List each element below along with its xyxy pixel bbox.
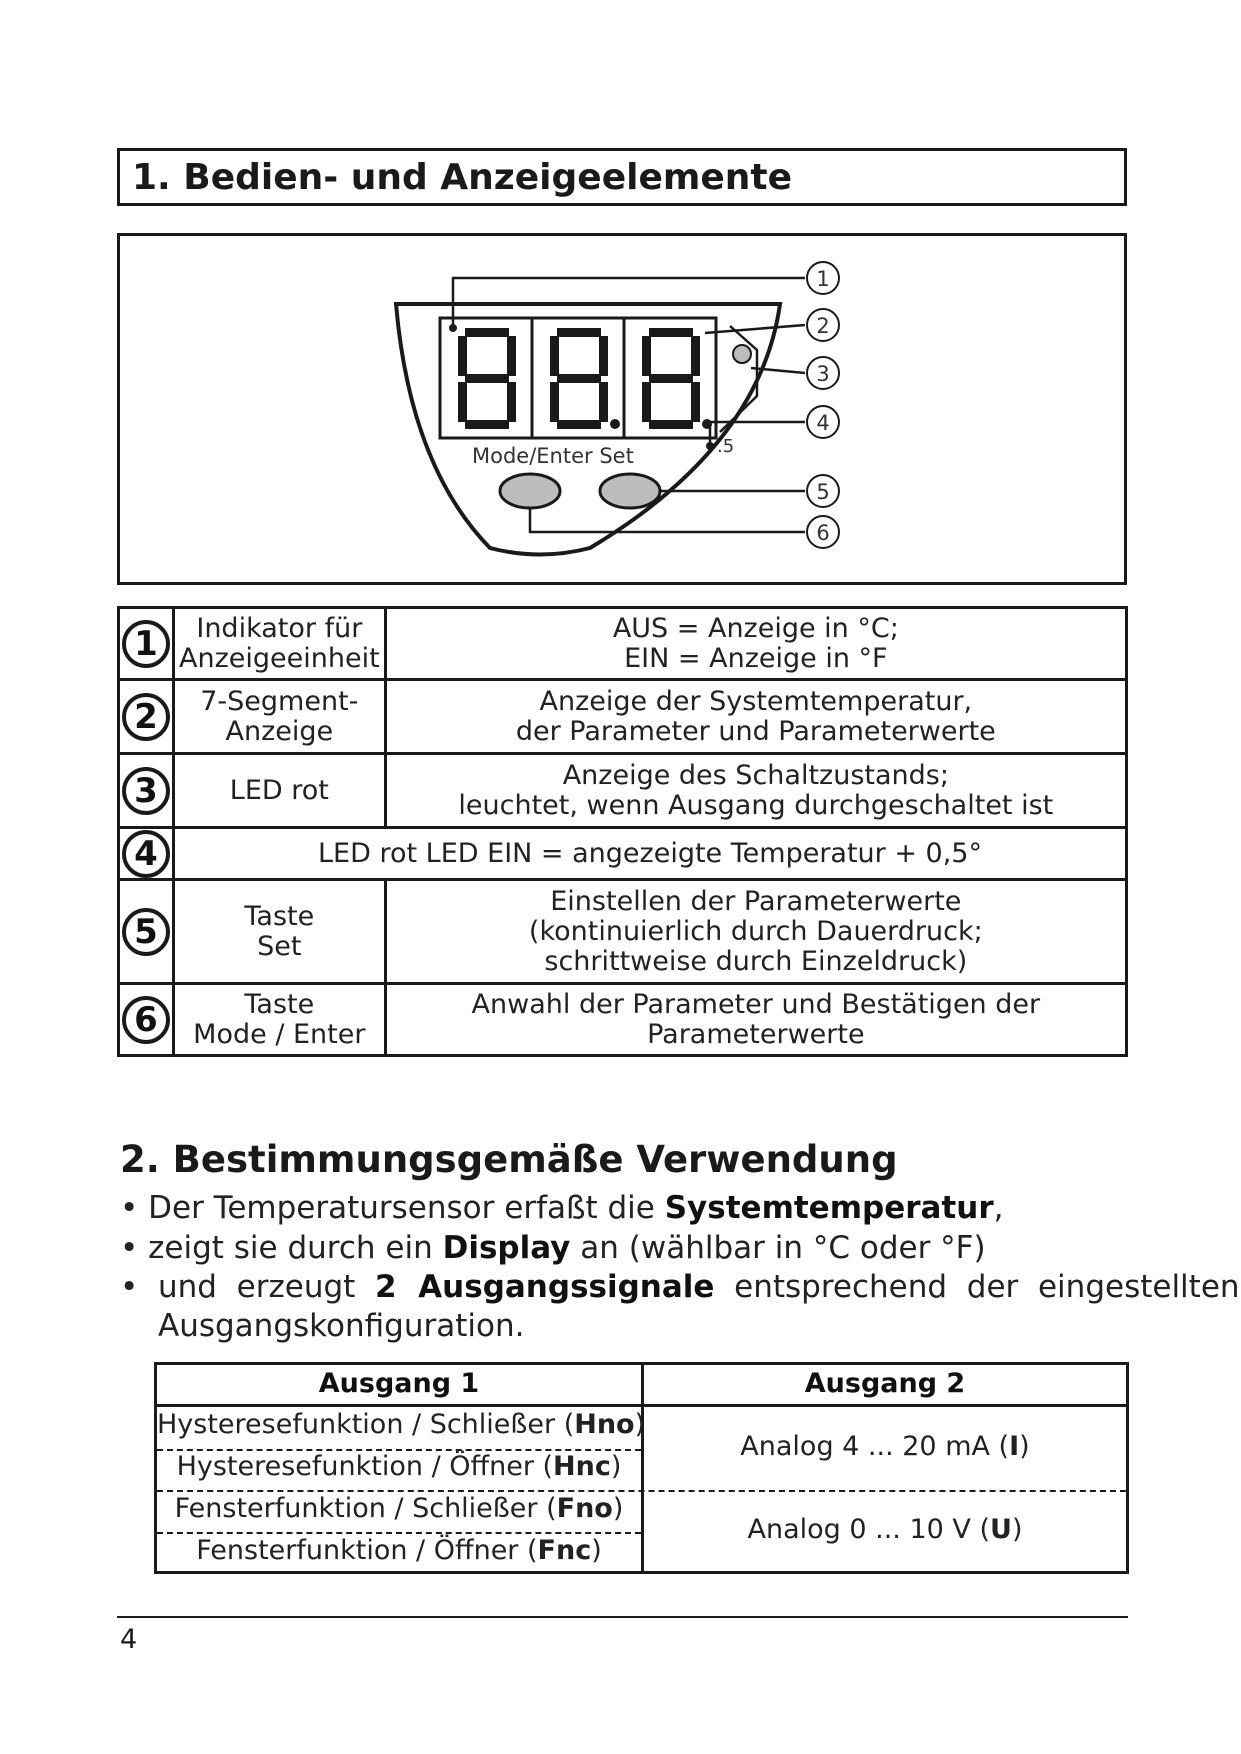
element-label: LED rot xyxy=(174,754,386,828)
bullet-continuation: Ausgangskonfiguration. xyxy=(158,1308,525,1344)
table-row xyxy=(119,680,1127,754)
button-label: Mode/Enter Set xyxy=(472,444,634,468)
svg-text:2: 2 xyxy=(816,314,830,338)
output-2-header: Ausgang 2 xyxy=(804,1368,966,1399)
svg-text:1: 1 xyxy=(816,267,830,291)
half-degree-label: .5 xyxy=(717,436,735,457)
set-button[interactable] xyxy=(600,474,660,508)
table-row xyxy=(119,984,1127,1056)
row-number: 5 xyxy=(122,908,170,956)
bullet-item: • Der Temperatursensor erfaßt die Systemtemperatur, xyxy=(120,1190,1004,1226)
element-label: 7-Segment- Anzeige xyxy=(174,680,386,754)
row-number: 6 xyxy=(122,996,170,1044)
table-row xyxy=(119,880,1127,984)
device-diagram xyxy=(117,233,1127,585)
section-1-heading-box xyxy=(117,148,1127,206)
element-label: Indikator für Anzeigeeinheit xyxy=(174,608,386,680)
bullet-item: • zeigt sie durch ein Display an (wählbar in °C oder °F) xyxy=(120,1230,986,1266)
element-description: Anzeige des Schaltzustands; leuchtet, wenn Ausgang durchgeschaltet ist xyxy=(385,754,1126,828)
table-row xyxy=(119,828,1127,880)
output-1-option: Hysteresefunktion / Öffner (Hnc) xyxy=(176,1451,622,1482)
row-number: 1 xyxy=(122,620,170,668)
element-label: LED rot LED EIN = angezeigte Temperatur + 0,5° xyxy=(174,828,1127,880)
page-number: 4 xyxy=(120,1624,138,1655)
svg-text:4: 4 xyxy=(816,411,830,435)
svg-text:6: 6 xyxy=(816,521,830,545)
element-description: Anwahl der Parameter und Bestätigen der Parameterwerte xyxy=(385,984,1126,1056)
output-1-option: Hysteresefunktion / Schließer (Hno) xyxy=(157,1409,646,1440)
callout-5 xyxy=(807,475,839,507)
callout-1 xyxy=(807,262,839,294)
element-description: AUS = Anzeige in °C; EIN = Anzeige in °F xyxy=(385,608,1126,680)
element-label: Taste Mode / Enter xyxy=(174,984,386,1056)
element-label: Taste Set xyxy=(174,880,386,984)
callout-2 xyxy=(807,309,839,341)
elements-table xyxy=(117,606,1128,1057)
table-row xyxy=(119,608,1127,680)
output-1-header: Ausgang 1 xyxy=(318,1368,480,1399)
output-1-option: Fensterfunktion / Schließer (Fno) xyxy=(174,1493,624,1524)
mode-enter-button[interactable] xyxy=(500,474,560,508)
svg-text:3: 3 xyxy=(816,362,830,386)
footer-rule xyxy=(117,1616,1128,1618)
device-diagram-svg xyxy=(120,236,1130,588)
bullet-item: • und erzeugt 2 Ausgangssignale entsprechend der eingestellten xyxy=(120,1269,1240,1305)
callout-6 xyxy=(807,516,839,548)
section-1-heading: 1. Bedien- und Anzeigeelemente xyxy=(132,157,793,198)
output-2-option: Analog 0 ... 10 V (U) xyxy=(747,1514,1023,1545)
output-2-option: Analog 4 ... 20 mA (I) xyxy=(740,1431,1030,1462)
callout-3 xyxy=(807,357,839,389)
row-number: 4 xyxy=(122,830,170,878)
element-description: Einstellen der Parameterwerte (kontinuierlich durch Dauerdruck; schrittweise durch Einzeldruck) xyxy=(385,880,1126,984)
led-indicator xyxy=(733,345,751,363)
row-number: 2 xyxy=(122,693,170,741)
section-2-heading: 2. Bestimmungsgemäße Verwendung xyxy=(120,1138,898,1181)
element-description: Anzeige der Systemtemperatur, der Parameter und Parameterwerte xyxy=(385,680,1126,754)
row-number: 3 xyxy=(122,767,170,815)
table-row xyxy=(119,754,1127,828)
callout-4 xyxy=(807,406,839,438)
svg-text:5: 5 xyxy=(816,480,830,504)
outputs-table xyxy=(154,1362,1129,1574)
output-1-option: Fensterfunktion / Öffner (Fnc) xyxy=(196,1535,602,1566)
